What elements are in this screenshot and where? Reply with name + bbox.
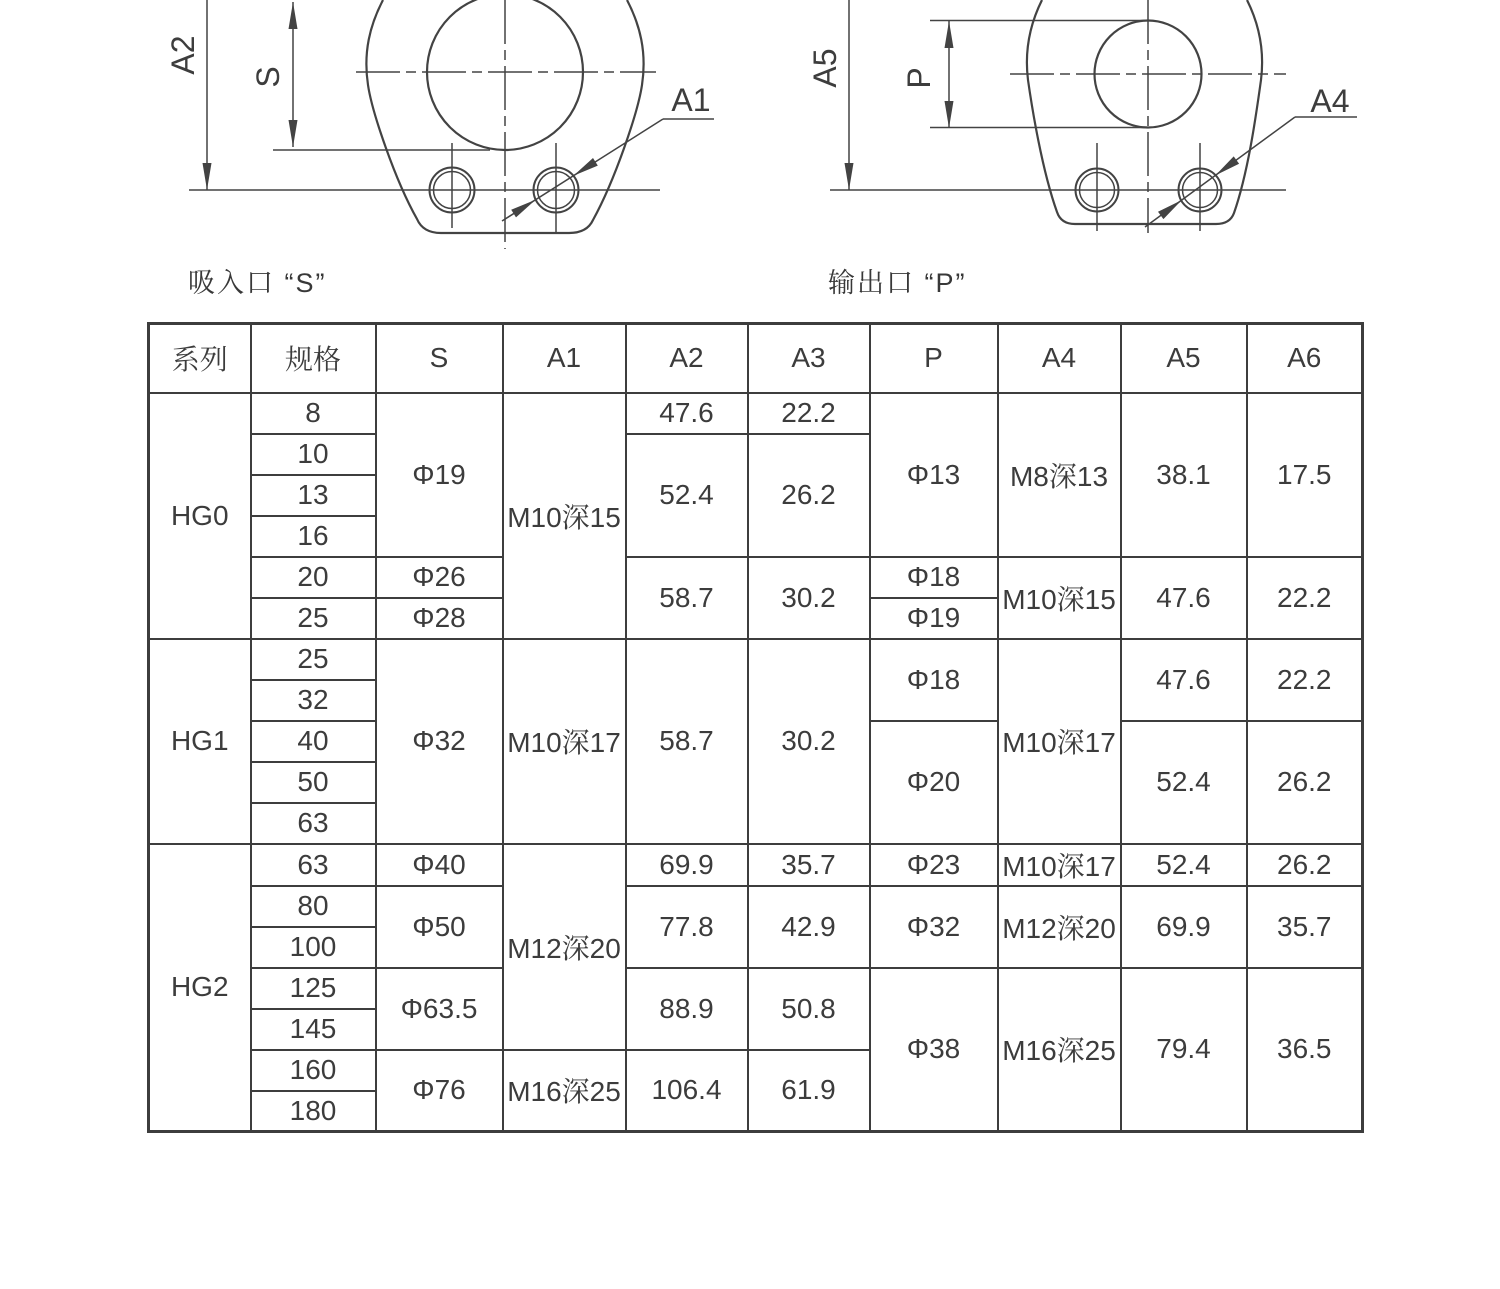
table-cell: 180 bbox=[251, 1091, 376, 1132]
table-cell: Φ76 bbox=[376, 1050, 503, 1132]
table-cell: 10 bbox=[251, 434, 376, 475]
table-cell: M16深25 bbox=[998, 968, 1121, 1132]
table-cell: 30.2 bbox=[748, 639, 870, 844]
table-cell: 8 bbox=[251, 393, 376, 434]
table-cell: 22.2 bbox=[1247, 557, 1363, 639]
table-cell: 47.6 bbox=[1121, 639, 1247, 721]
table-cell: M8深13 bbox=[998, 393, 1121, 557]
arrowhead bbox=[1215, 156, 1239, 175]
table-cell: 145 bbox=[251, 1009, 376, 1050]
label-p: P bbox=[901, 67, 937, 89]
table-cell: 40 bbox=[251, 721, 376, 762]
table-cell: 35.7 bbox=[1247, 886, 1363, 968]
table-row bbox=[149, 557, 1363, 598]
table-cell: 50.8 bbox=[748, 968, 870, 1050]
table-header-cell: A6 bbox=[1247, 324, 1363, 393]
table-cell: 32 bbox=[251, 680, 376, 721]
table-cell: 125 bbox=[251, 968, 376, 1009]
table-cell: 58.7 bbox=[626, 639, 748, 844]
table-cell: M12深20 bbox=[998, 886, 1121, 968]
dimension-table-container bbox=[147, 322, 1364, 1133]
arrowhead bbox=[945, 21, 954, 48]
table-cell: 30.2 bbox=[748, 557, 870, 639]
table-cell: HG2 bbox=[149, 844, 251, 1132]
arrowhead bbox=[945, 101, 954, 128]
table-cell: 63 bbox=[251, 803, 376, 844]
table-cell: Φ32 bbox=[376, 639, 503, 844]
table-row bbox=[149, 968, 1363, 1009]
table-cell: 26.2 bbox=[1247, 844, 1363, 886]
table-cell: Φ28 bbox=[376, 598, 503, 639]
suction-port-drawing bbox=[165, 0, 714, 249]
table-cell: 50 bbox=[251, 762, 376, 803]
table-cell: 80 bbox=[251, 886, 376, 927]
table-cell: 58.7 bbox=[626, 557, 748, 639]
table-cell: 22.2 bbox=[748, 393, 870, 434]
table-cell: M10深15 bbox=[503, 393, 626, 639]
table-cell: 26.2 bbox=[1247, 721, 1363, 844]
output-port-drawing bbox=[807, 0, 1357, 233]
table-cell: Φ38 bbox=[870, 968, 998, 1132]
table-cell: M10深17 bbox=[998, 844, 1121, 886]
table-cell: 79.4 bbox=[1121, 968, 1247, 1132]
table-row bbox=[149, 886, 1363, 927]
table-cell: 52.4 bbox=[626, 434, 748, 557]
table-header-cell: 系列 bbox=[149, 324, 251, 393]
table-header-cell: A2 bbox=[626, 324, 748, 393]
table-header-cell: A5 bbox=[1121, 324, 1247, 393]
arrowhead bbox=[511, 200, 535, 218]
table-cell: 25 bbox=[251, 598, 376, 639]
table-cell: M10深15 bbox=[998, 557, 1121, 639]
table-cell: 25 bbox=[251, 639, 376, 680]
table-cell: 17.5 bbox=[1247, 393, 1363, 557]
label-a4: A4 bbox=[1310, 83, 1350, 119]
table-row bbox=[149, 844, 1363, 886]
table-cell: 22.2 bbox=[1247, 639, 1363, 721]
table-cell: M16深25 bbox=[503, 1050, 626, 1132]
table-cell: Φ50 bbox=[376, 886, 503, 968]
table-cell: Φ26 bbox=[376, 557, 503, 598]
label-a2: A2 bbox=[165, 35, 201, 75]
table-cell: 63 bbox=[251, 844, 376, 886]
table-cell: HG1 bbox=[149, 639, 251, 844]
table-cell: Φ20 bbox=[870, 721, 998, 844]
table-cell: 35.7 bbox=[748, 844, 870, 886]
arrowhead bbox=[573, 158, 597, 176]
table-cell: M10深17 bbox=[998, 639, 1121, 844]
table-cell: Φ18 bbox=[870, 639, 998, 721]
table-cell: Φ13 bbox=[870, 393, 998, 557]
table-cell: 42.9 bbox=[748, 886, 870, 968]
table-cell: 69.9 bbox=[626, 844, 748, 886]
table-cell: 47.6 bbox=[626, 393, 748, 434]
table-row bbox=[149, 393, 1363, 434]
table-cell: 52.4 bbox=[1121, 721, 1247, 844]
arrowhead bbox=[845, 163, 854, 190]
table-header-cell: A4 bbox=[998, 324, 1121, 393]
table-body bbox=[149, 393, 1363, 1132]
table-cell: Φ19 bbox=[870, 598, 998, 639]
arrowhead bbox=[289, 120, 298, 147]
table-header-cell: P bbox=[870, 324, 998, 393]
table-cell: 38.1 bbox=[1121, 393, 1247, 557]
caption-suction-port: 吸入口 “S” bbox=[188, 268, 327, 298]
header-row bbox=[149, 324, 1363, 393]
table-cell: 20 bbox=[251, 557, 376, 598]
table-cell: 16 bbox=[251, 516, 376, 557]
caption-output-port: 输出口 “P” bbox=[828, 268, 967, 298]
table-cell: Φ18 bbox=[870, 557, 998, 598]
table-cell: 100 bbox=[251, 927, 376, 968]
table-header-cell: S bbox=[376, 324, 503, 393]
label-a5: A5 bbox=[807, 48, 843, 88]
table-row bbox=[149, 639, 1363, 680]
table-header-cell: 规格 bbox=[251, 324, 376, 393]
arrowhead bbox=[203, 163, 212, 190]
table-header-cell: A3 bbox=[748, 324, 870, 393]
table-head bbox=[149, 324, 1363, 393]
table-cell: 106.4 bbox=[626, 1050, 748, 1132]
table-cell: 69.9 bbox=[1121, 886, 1247, 968]
label-a1: A1 bbox=[671, 82, 711, 118]
arrowhead bbox=[289, 2, 298, 29]
table-cell: 88.9 bbox=[626, 968, 748, 1050]
table-cell: Φ23 bbox=[870, 844, 998, 886]
table-cell: M10深17 bbox=[503, 639, 626, 844]
table-cell: Φ63.5 bbox=[376, 968, 503, 1050]
table-cell: 52.4 bbox=[1121, 844, 1247, 886]
table-cell: 13 bbox=[251, 475, 376, 516]
arrowhead bbox=[1158, 200, 1182, 219]
table-cell: 61.9 bbox=[748, 1050, 870, 1132]
label-s: S bbox=[250, 66, 286, 88]
table-cell: 160 bbox=[251, 1050, 376, 1091]
table-cell: 26.2 bbox=[748, 434, 870, 557]
table-cell: 36.5 bbox=[1247, 968, 1363, 1132]
table-cell: M12深20 bbox=[503, 844, 626, 1050]
table-cell: Φ32 bbox=[870, 886, 998, 968]
table-header-cell: A1 bbox=[503, 324, 626, 393]
table-cell: Φ40 bbox=[376, 844, 503, 886]
spec-table bbox=[147, 322, 1364, 1133]
table-cell: 77.8 bbox=[626, 886, 748, 968]
table-cell: Φ19 bbox=[376, 393, 503, 557]
table-cell: HG0 bbox=[149, 393, 251, 639]
table-cell: 47.6 bbox=[1121, 557, 1247, 639]
